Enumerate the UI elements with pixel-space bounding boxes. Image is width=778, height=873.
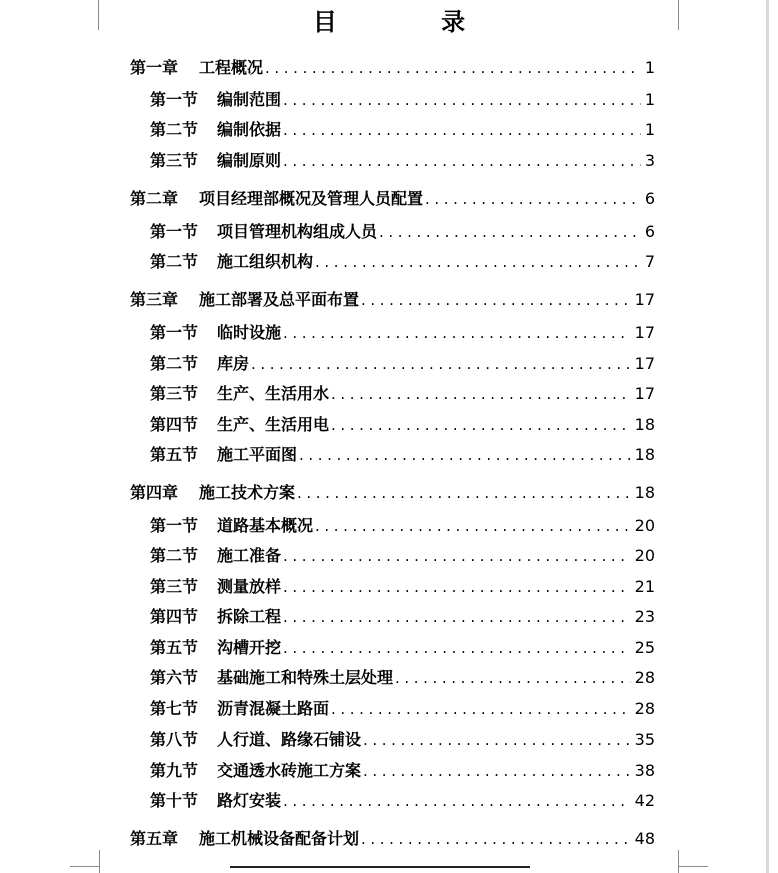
toc-section-entry[interactable]: [150, 413, 655, 437]
crop-mark-bottom-right-h: [678, 866, 708, 867]
toc-entry-page: 28: [634, 699, 655, 718]
toc-entry-title: 项目管理机构组成人员: [217, 222, 378, 241]
toc-entry-page: 35: [634, 730, 655, 749]
toc-section-entry[interactable]: [150, 544, 655, 568]
toc-entry-number: 第四章: [130, 483, 179, 502]
toc-entry-page: 1: [644, 90, 655, 109]
toc-dot-leader: [331, 413, 631, 437]
toc-entry-title: 施工组织机构: [217, 252, 314, 271]
toc-entry-title: 交通透水砖施工方案: [217, 761, 362, 780]
toc-section-entry[interactable]: [150, 352, 655, 376]
toc-section-entry[interactable]: [150, 789, 655, 813]
toc-dot-leader: [331, 382, 631, 406]
toc-entry-title: 沟槽开挖: [217, 638, 282, 657]
toc-chapter-entry[interactable]: [130, 288, 655, 312]
toc-dot-leader: [283, 321, 631, 345]
toc-entry-number: 第九节: [150, 761, 199, 780]
toc-dot-leader: [395, 666, 631, 690]
toc-entry-title: 编制原则: [217, 151, 282, 170]
toc-chapter-entry[interactable]: [130, 827, 655, 851]
toc-entry-number: 第六节: [150, 668, 199, 687]
toc-entry-title: 施工部署及总平面布置: [199, 290, 360, 309]
toc-entry-number: 第一节: [150, 90, 199, 109]
toc-dot-leader: [361, 288, 631, 312]
toc-entry-page: 7: [644, 252, 655, 271]
toc-entry-title: 生产、生活用电: [217, 415, 330, 434]
toc-entry-number: 第二章: [130, 189, 179, 208]
toc-section-entry[interactable]: [150, 118, 655, 142]
toc-entry-page: 18: [634, 483, 655, 502]
toc-section-entry[interactable]: [150, 605, 655, 629]
crop-mark-top-right-v: [678, 0, 679, 30]
toc-dot-leader: [379, 220, 641, 244]
toc-section-entry[interactable]: [150, 759, 655, 783]
toc-entry-title: 道路基本概况: [217, 516, 314, 535]
toc-entry-number: 第五章: [130, 829, 179, 848]
toc-entry-number: 第四节: [150, 607, 199, 626]
toc-section-entry[interactable]: [150, 728, 655, 752]
toc-entry-number: 第三节: [150, 384, 199, 403]
toc-entry-title: 编制范围: [217, 90, 282, 109]
toc-entry-number: 第二节: [150, 252, 199, 271]
toc-entry-title: 工程概况: [199, 58, 264, 77]
toc-entry-title: 路灯安装: [217, 791, 282, 810]
toc-dot-leader: [315, 250, 641, 274]
toc-entry-number: 第七节: [150, 699, 199, 718]
toc-section-entry[interactable]: [150, 220, 655, 244]
toc-entry-title: 项目经理部概况及管理人员配置: [199, 189, 424, 208]
toc-dot-leader: [283, 575, 631, 599]
toc-dot-leader: [363, 728, 631, 752]
toc-entry-number: 第二节: [150, 354, 199, 373]
toc-entry-page: 20: [634, 546, 655, 565]
toc-entry-page: 25: [634, 638, 655, 657]
toc-entry-page: 6: [644, 189, 655, 208]
toc-entry-number: 第一节: [150, 516, 199, 535]
toc-entry-page: 18: [634, 445, 655, 464]
toc-entry-title: 测量放样: [217, 577, 282, 596]
toc-entry-title: 施工机械设备配备计划: [199, 829, 360, 848]
toc-dot-leader: [331, 697, 631, 721]
toc-entry-page: 38: [634, 761, 655, 780]
toc-entry-page: 21: [634, 577, 655, 596]
toc-entry-number: 第三节: [150, 577, 199, 596]
toc-entry-title: 拆除工程: [217, 607, 282, 626]
crop-mark-bottom-left-v: [99, 850, 100, 873]
toc-section-entry[interactable]: [150, 250, 655, 274]
toc-entry-number: 第二节: [150, 120, 199, 139]
toc-entry-number: 第十节: [150, 791, 199, 810]
crop-mark-top-left-v: [98, 0, 99, 30]
toc-dot-leader: [297, 481, 631, 505]
toc-section-entry[interactable]: [150, 443, 655, 467]
toc-entry-number: 第五节: [150, 638, 199, 657]
toc-entry-page: 20: [634, 516, 655, 535]
toc-entry-page: 28: [634, 668, 655, 687]
toc-section-entry[interactable]: [150, 575, 655, 599]
toc-chapter-entry[interactable]: [130, 187, 655, 211]
toc-entry-number: 第三章: [130, 290, 179, 309]
toc-section-entry[interactable]: [150, 321, 655, 345]
toc-entry-title: 施工平面图: [217, 445, 298, 464]
toc-dot-leader: [315, 514, 631, 538]
toc-entry-title: 临时设施: [217, 323, 282, 342]
toc-dot-leader: [283, 605, 631, 629]
toc-chapter-entry[interactable]: [130, 481, 655, 505]
toc-dot-leader: [361, 827, 631, 851]
toc-entry-title: 库房: [217, 354, 250, 373]
toc-entry-title: 施工技术方案: [199, 483, 296, 502]
crop-mark-bottom-left-h: [70, 866, 100, 867]
toc-entry-number: 第二节: [150, 546, 199, 565]
toc-section-entry[interactable]: [150, 636, 655, 660]
toc-dot-leader: [283, 88, 641, 112]
toc-entry-number: 第五节: [150, 445, 199, 464]
toc-entry-page: 17: [634, 384, 655, 403]
toc-dot-leader: [425, 187, 641, 211]
toc-dot-leader: [251, 352, 631, 376]
toc-entry-page: 18: [634, 415, 655, 434]
toc-entry-number: 第三节: [150, 151, 199, 170]
toc-entry-page: 17: [634, 354, 655, 373]
toc-entry-page: 42: [634, 791, 655, 810]
toc-section-entry[interactable]: [150, 666, 655, 690]
toc-entry-number: 第一章: [130, 58, 179, 77]
toc-dot-leader: [363, 759, 631, 783]
toc-section-entry[interactable]: [150, 88, 655, 112]
toc-entry-page: 17: [634, 290, 655, 309]
toc-entry-number: 第四节: [150, 415, 199, 434]
toc-section-entry[interactable]: [150, 149, 655, 173]
toc-entry-title: 人行道、路缘石铺设: [217, 730, 362, 749]
page-bottom-edge: [230, 866, 530, 868]
toc-dot-leader: [265, 56, 641, 80]
toc-dot-leader: [283, 149, 641, 173]
crop-mark-bottom-right-v: [678, 850, 679, 873]
scrollbar-track[interactable]: [766, 0, 769, 873]
toc-entry-page: 1: [644, 58, 655, 77]
toc-section-entry[interactable]: [150, 514, 655, 538]
toc-dot-leader: [299, 443, 631, 467]
toc-title: 目 录: [312, 7, 514, 36]
toc-dot-leader: [283, 789, 631, 813]
toc-section-entry[interactable]: [150, 697, 655, 721]
toc-entry-page: 17: [634, 323, 655, 342]
toc-entry-number: 第八节: [150, 730, 199, 749]
toc-entry-title: 基础施工和特殊土层处理: [217, 668, 394, 687]
toc-chapter-entry[interactable]: [130, 56, 655, 80]
toc-entry-title: 生产、生活用水: [217, 384, 330, 403]
toc-entry-title: 施工准备: [217, 546, 282, 565]
toc-section-entry[interactable]: [150, 382, 655, 406]
toc-entry-page: 6: [644, 222, 655, 241]
toc-dot-leader: [283, 636, 631, 660]
toc-entry-page: 48: [634, 829, 655, 848]
toc-entry-page: 1: [644, 120, 655, 139]
toc-dot-leader: [283, 118, 641, 142]
toc-entry-number: 第一节: [150, 222, 199, 241]
toc-entry-number: 第一节: [150, 323, 199, 342]
toc-entry-page: 3: [644, 151, 655, 170]
toc-entry-title: 编制依据: [217, 120, 282, 139]
toc-dot-leader: [283, 544, 631, 568]
toc-entry-page: 23: [634, 607, 655, 626]
toc-entry-title: 沥青混凝土路面: [217, 699, 330, 718]
